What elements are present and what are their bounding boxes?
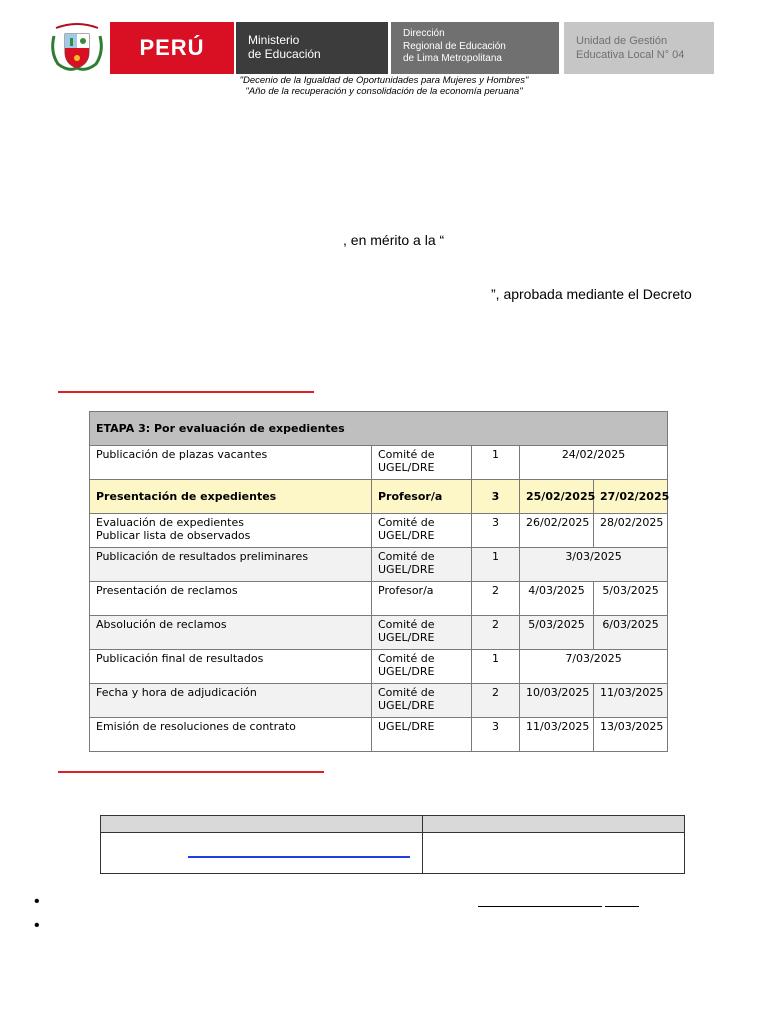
responsible-cell <box>372 514 472 548</box>
responsible-cell: UGEL/DRE <box>372 718 472 752</box>
end-date-cell: 27/02/2025 <box>594 480 668 514</box>
end-date-cell: 28/02/2025 <box>594 514 668 548</box>
responsible-line: UGEL/DRE <box>378 529 435 542</box>
days-cell: 3 <box>472 718 520 752</box>
activity-line: Publicar lista de observados <box>96 529 251 542</box>
activity-cell: Fecha y hora de adjudicación <box>90 684 372 718</box>
ministry-line-2: de Educación <box>248 47 321 61</box>
table-row <box>90 684 668 718</box>
peru-logo: PERÚ <box>110 22 234 74</box>
table-row <box>90 548 668 582</box>
activity-cell: Absolución de reclamos <box>90 616 372 650</box>
responsible-line: UGEL/DRE <box>378 461 435 474</box>
responsible-line: Comité de <box>378 652 435 665</box>
start-date-cell: 26/02/2025 <box>520 514 594 548</box>
bullet-marker: • <box>34 893 40 910</box>
start-date-cell: 5/03/2025 <box>520 616 594 650</box>
regional-line-1: Dirección <box>403 28 445 39</box>
table-row <box>90 446 668 480</box>
date-cell: 3/03/2025 <box>520 548 668 582</box>
table-row <box>90 514 668 548</box>
activity-cell: Presentación de reclamos <box>90 582 372 616</box>
days-cell: 3 <box>472 480 520 514</box>
link-cell <box>101 833 423 874</box>
responsible-line: Comité de <box>378 516 435 529</box>
section-heading-underline-2 <box>58 771 324 773</box>
activity-cell: Publicación final de resultados <box>90 650 372 684</box>
responsible-cell <box>372 684 472 718</box>
responsible-cell <box>372 616 472 650</box>
ugel-logo <box>564 22 714 74</box>
stage-header-row <box>90 412 668 446</box>
body-fragment-merit: , en mérito a la “ <box>343 232 445 248</box>
responsible-line: Comité de <box>378 618 435 631</box>
start-date-cell: 10/03/2025 <box>520 684 594 718</box>
responsible-line: UGEL/DRE <box>378 665 435 678</box>
end-date-cell: 6/03/2025 <box>594 616 668 650</box>
activity-line: Evaluación de expedientes <box>96 516 244 529</box>
table-row <box>90 650 668 684</box>
responsible-line: Comité de <box>378 448 435 461</box>
ugel-line-1: Unidad de Gestión <box>576 35 668 47</box>
responsible-line: UGEL/DRE <box>378 699 435 712</box>
contact-table-row <box>101 833 685 874</box>
responsible-cell <box>372 446 472 480</box>
days-cell: 1 <box>472 446 520 480</box>
days-cell: 2 <box>472 684 520 718</box>
schedule-table <box>89 411 668 752</box>
responsible-line: Comité de <box>378 550 435 563</box>
table-row-highlighted <box>90 480 668 514</box>
activity-cell: Presentación de expedientes <box>90 480 372 514</box>
activity-cell: Publicación de resultados preliminares <box>90 548 372 582</box>
table-row <box>90 582 668 616</box>
section-heading-underline <box>58 391 314 393</box>
contact-table-header <box>101 816 685 833</box>
responsible-line: UGEL/DRE <box>378 631 435 644</box>
body-fragment-decree: ”, aprobada mediante el Decreto <box>491 286 692 302</box>
stage-title: ETAPA 3: Por evaluación de expedientes <box>90 412 668 446</box>
days-cell: 2 <box>472 616 520 650</box>
activity-cell <box>90 514 372 548</box>
days-cell: 3 <box>472 514 520 548</box>
underlined-text-line <box>478 906 602 907</box>
days-cell: 1 <box>472 650 520 684</box>
regional-line-2: Regional de Educación <box>403 40 506 52</box>
responsible-cell <box>372 548 472 582</box>
motto-decade: "Decenio de la Igualdad de Oportunidades para Mujeres y Hombres" <box>239 75 529 86</box>
motto-year: "Año de la recuperación y consolidación de la economía peruana" <box>245 86 523 97</box>
header-banner <box>48 22 685 74</box>
responsible-cell: Profesor/a <box>372 582 472 616</box>
end-date-cell: 11/03/2025 <box>594 684 668 718</box>
national-crest-icon <box>48 22 106 74</box>
header-cell <box>423 816 685 833</box>
end-date-cell: 5/03/2025 <box>594 582 668 616</box>
date-cell: 24/02/2025 <box>520 446 668 480</box>
date-cell: 7/03/2025 <box>520 650 668 684</box>
responsible-cell: Profesor/a <box>372 480 472 514</box>
underlined-text-line <box>605 906 639 907</box>
days-cell: 2 <box>472 582 520 616</box>
value-cell <box>423 833 685 874</box>
ugel-line-2: Educativa Local N° 04 <box>576 49 685 61</box>
start-date-cell: 25/02/2025 <box>520 480 594 514</box>
table-row <box>90 616 668 650</box>
hyperlink-underline[interactable] <box>188 856 410 858</box>
responsible-line: Comité de <box>378 686 435 699</box>
start-date-cell: 4/03/2025 <box>520 582 594 616</box>
contact-table <box>100 815 685 874</box>
regional-directorate-logo <box>391 22 559 74</box>
regional-line-3: de Lima Metropolitana <box>403 53 502 64</box>
bullet-marker: • <box>34 917 40 934</box>
activity-cell: Emisión de resoluciones de contrato <box>90 718 372 752</box>
ministry-line-1: Ministerio <box>248 33 300 47</box>
table-row <box>90 718 668 752</box>
responsible-cell <box>372 650 472 684</box>
responsible-line: UGEL/DRE <box>378 563 435 576</box>
activity-cell: Publicación de plazas vacantes <box>90 446 372 480</box>
days-cell: 1 <box>472 548 520 582</box>
start-date-cell: 11/03/2025 <box>520 718 594 752</box>
end-date-cell: 13/03/2025 <box>594 718 668 752</box>
header-cell <box>101 816 423 833</box>
ministry-logo <box>236 22 388 74</box>
